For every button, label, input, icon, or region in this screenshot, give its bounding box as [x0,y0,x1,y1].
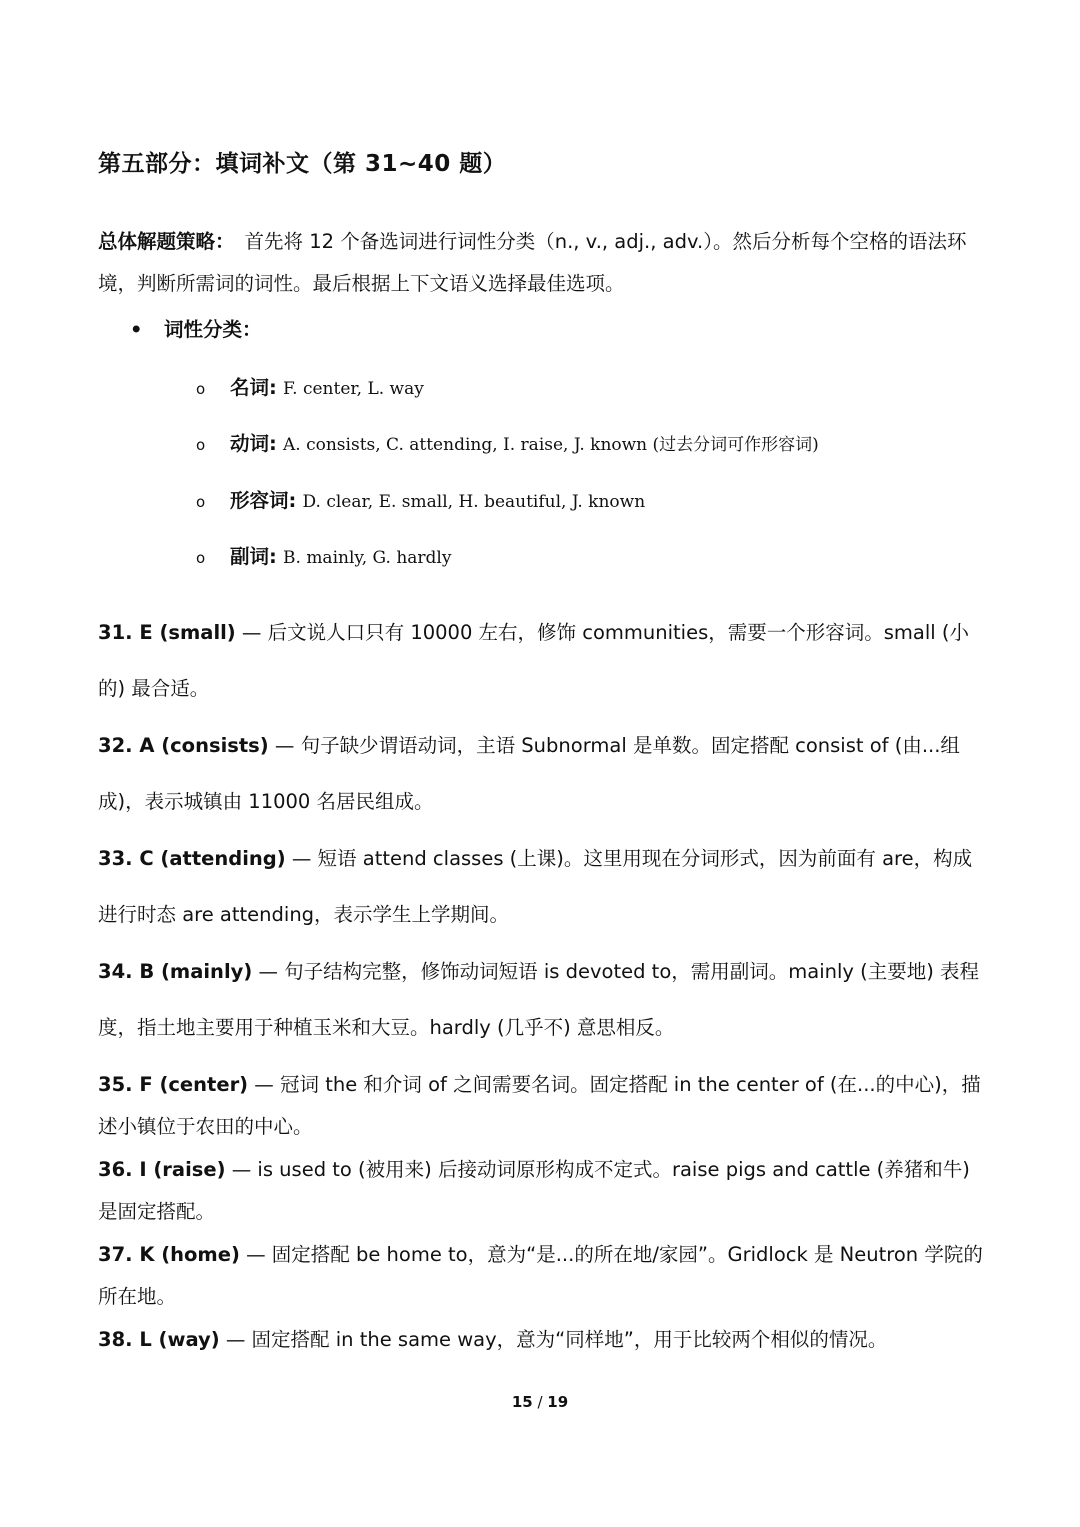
answer-38: 38. L (way) — 固定搭配 in the same way，意为“同样地”，用于比较两个相似的情况。 [98,1328,888,1351]
answer-32: 32. A (consists) — 句子缺少谓语动词，主语 Subnormal 是单数。固定搭配 consist of (由...组成)，表示城镇由 11000 名居民组成。 [98,734,960,813]
sub-item-verb: o 动词: A. consists, C. attending, I. raise, J. known (过去分词可作形容词) [196,432,819,455]
bullet-item [130,314,262,342]
strategy-paragraph [98,221,988,305]
answer-35: 35. F (center) — 冠词 the 和介词 of 之间需要名词。固定搭配 in the center of (在...的中心)，描述小镇位于农田的中心。 [98,1073,981,1138]
answer-33: 33. C (attending) — 短语 attend classes (上课)。这里用现在分词形式，因为前面有 are，构成进行时态 are attending，表示学生上学期间。 [98,847,973,926]
bullet-label: 词性分类： [164,318,262,341]
bullet-dot-icon: • [130,318,143,341]
circle-bullet-icon: o [196,380,206,398]
section-title: 第五部分：填词补文（第 31~40 题） [98,151,507,177]
strategy-lead: 总体解题策略： [98,230,235,253]
answer-37: 37. K (home) — 固定搭配 be home to，意为“是...的所在地/家园”。Gridlock 是 Neutron 学院的所在地。 [98,1243,983,1308]
answer-36: 36. I (raise) — is used to (被用来) 后接动词原形构成不定式。raise pigs and cattle (养猪和牛)是固定搭配。 [98,1158,970,1223]
circle-bullet-icon: o [196,493,206,511]
strategy-text: 首先将 12 个备选词进行词性分类（n., v., adj., adv.）。然后分析每个空格的语法环境，判断所需词的词性。最后根据上下文语义选择最佳选项。 [98,230,967,295]
page-number: 15 / 19 [511,1393,569,1411]
sub-item-adjective: o 形容词: D. clear, E. small, H. beautiful, J. known [196,489,646,512]
circle-bullet-icon: o [196,436,206,454]
answer-34: 34. B (mainly) — 句子结构完整，修饰动词短语 is devoted to，需用副词。mainly (主要地) 表程度，指土地主要用于种植玉米和大豆。hardly (几乎不) 意思相反。 [98,960,980,1039]
sub-item-noun: o 名词: F. center, L. way [196,376,424,399]
circle-bullet-icon: o [196,549,206,567]
sub-item-adverb: o 副词: B. mainly, G. hardly [196,545,452,568]
answer-31: 31. E (small) — 后文说人口只有 10000 左右，修饰 communities，需要一个形容词。small (小的) 最合适。 [98,621,969,700]
